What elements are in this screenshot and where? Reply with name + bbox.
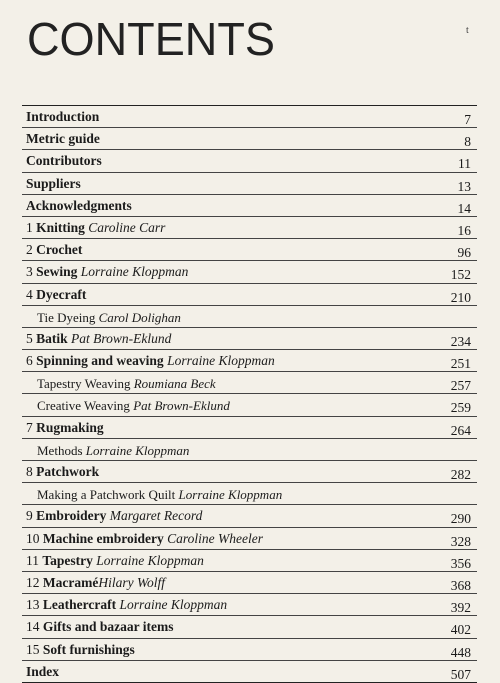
chapter-number: 10 — [26, 530, 40, 546]
toc-entry — [26, 109, 99, 125]
toc-row — [22, 615, 477, 637]
entry-author: Lorraine Kloppman — [96, 552, 204, 568]
chapter-number: 14 — [26, 619, 40, 635]
corner-mark: t — [466, 25, 469, 36]
toc-entry — [26, 331, 171, 347]
page-number: 264 — [450, 422, 471, 438]
page-number: 11 — [458, 156, 471, 172]
page-number: 368 — [450, 577, 471, 593]
entry-title: Suppliers — [26, 175, 81, 191]
entry-title: Index — [26, 663, 60, 679]
entry-title: Leathercraft — [42, 597, 117, 613]
entry-title: Metric guide — [26, 131, 100, 147]
page-number: 290 — [450, 511, 471, 527]
toc-entry — [37, 487, 282, 503]
toc-row — [22, 216, 477, 238]
entry-title: Soft furnishings — [42, 641, 135, 657]
toc-row — [22, 238, 477, 260]
entry-author: Lorraine Kloppman — [80, 264, 189, 280]
toc-row — [22, 660, 477, 683]
chapter-number: 6 — [26, 353, 33, 369]
toc-row — [22, 460, 477, 482]
page-number: 257 — [450, 378, 471, 394]
entry-title: Introduction — [26, 109, 100, 124]
entry-author: Lorraine Kloppman — [178, 487, 283, 503]
entry-title: Tapestry — [42, 552, 93, 568]
toc-entry — [26, 531, 263, 547]
toc-entry — [37, 310, 181, 326]
toc-entry — [26, 220, 165, 236]
toc-entry — [37, 398, 230, 414]
toc-row — [22, 527, 477, 549]
entry-title: Tie Dyeing — [37, 309, 96, 325]
page-number: 282 — [450, 467, 471, 482]
entry-title: Acknowledgments — [26, 197, 132, 213]
contents-table — [22, 105, 477, 683]
chapter-number: 12 — [26, 574, 40, 590]
toc-row — [22, 371, 477, 393]
entry-title: Machine embroidery — [42, 530, 164, 546]
entry-title: Making a Patchwork Quilt — [37, 487, 176, 503]
toc-entry — [26, 131, 100, 147]
page-number: 356 — [450, 555, 471, 571]
entry-title: Crochet — [36, 242, 83, 258]
toc-entry — [26, 597, 227, 613]
toc-row — [22, 105, 477, 127]
toc-row — [22, 349, 477, 371]
entry-title: Creative Weaving — [37, 398, 130, 414]
page-number: 507 — [450, 666, 471, 682]
entry-title: Contributors — [26, 153, 102, 169]
toc-row — [22, 482, 477, 504]
chapter-number: 3 — [26, 264, 33, 280]
page-number: 152 — [450, 267, 471, 283]
chapter-number: 1 — [26, 219, 33, 235]
entry-title: Dyecraft — [36, 286, 87, 302]
toc-row — [22, 194, 477, 216]
toc-entry — [26, 153, 102, 169]
toc-row — [22, 638, 477, 660]
entry-title: Embroidery — [36, 508, 107, 524]
toc-entry — [26, 287, 86, 303]
toc-entry — [26, 664, 59, 680]
entry-author: Pat Brown-Eklund — [133, 398, 230, 414]
toc-row — [22, 172, 477, 194]
entry-author: Carol Dolighan — [98, 309, 181, 325]
entry-author: Margaret Record — [109, 508, 203, 524]
toc-entry — [26, 176, 81, 192]
page-number: 392 — [450, 600, 471, 616]
toc-row — [22, 504, 477, 526]
toc-row — [22, 416, 477, 438]
toc-row — [22, 149, 477, 171]
chapter-number: 7 — [26, 419, 33, 435]
toc-row — [22, 438, 477, 460]
entry-author: Pat Brown-Eklund — [71, 330, 172, 346]
page-number: 8 — [464, 134, 471, 150]
entry-author: Caroline Carr — [88, 219, 166, 235]
toc-row — [22, 260, 477, 282]
page-number: 14 — [457, 200, 471, 216]
toc-row — [22, 571, 477, 593]
toc-row — [22, 549, 477, 571]
toc-entry — [26, 464, 99, 480]
entry-title: Rugmaking — [36, 419, 104, 435]
page-number: 448 — [450, 644, 471, 660]
entry-author: Caroline Wheeler — [167, 530, 263, 546]
toc-entry — [26, 198, 132, 214]
toc-row — [22, 127, 477, 149]
chapter-number: 8 — [26, 464, 33, 479]
page-number: 259 — [450, 400, 471, 416]
page-number: 402 — [450, 622, 471, 638]
entry-title: Spinning and weaving — [36, 353, 164, 369]
entry-title: Tapestry Weaving — [37, 376, 131, 392]
entry-title: Gifts and bazaar items — [42, 619, 174, 635]
page-number: 328 — [450, 533, 471, 549]
entry-author: Hilary Wolff — [98, 574, 165, 590]
toc-entry — [37, 443, 189, 459]
toc-entry — [26, 619, 174, 635]
page-title: CONTENTS — [27, 13, 275, 65]
toc-row — [22, 283, 477, 305]
chapter-number: 4 — [26, 286, 33, 302]
toc-entry — [26, 553, 204, 569]
toc-row — [22, 305, 477, 327]
toc-entry — [26, 508, 202, 524]
page-number: 96 — [457, 245, 471, 261]
toc-row — [22, 393, 477, 415]
entry-author: Lorraine Kloppman — [85, 442, 190, 458]
toc-entry — [26, 353, 275, 369]
chapter-number: 2 — [26, 242, 33, 258]
chapter-number: 13 — [26, 597, 40, 613]
chapter-number: 15 — [26, 641, 40, 657]
entry-author: Lorraine Kloppman — [167, 353, 275, 369]
page-number: 16 — [457, 222, 471, 238]
chapter-number: 9 — [26, 508, 33, 524]
toc-row — [22, 327, 477, 349]
page-number: 13 — [457, 178, 471, 194]
entry-author: Roumiana Beck — [133, 376, 216, 392]
toc-entry — [26, 242, 82, 258]
page-number: 210 — [450, 289, 471, 305]
page-number: 7 — [464, 112, 471, 127]
entry-title: Methods — [37, 442, 83, 458]
entry-title: Patchwork — [36, 464, 100, 479]
entry-author: Lorraine Kloppman — [119, 597, 228, 613]
page-number: 234 — [450, 333, 471, 349]
toc-entry — [37, 376, 216, 392]
entry-title: Batik — [36, 330, 68, 346]
entry-title: Macramé — [42, 574, 99, 590]
toc-entry — [26, 575, 165, 591]
toc-entry — [26, 420, 104, 436]
chapter-number: 11 — [26, 552, 39, 568]
chapter-number: 5 — [26, 330, 33, 346]
entry-title: Knitting — [36, 219, 85, 235]
page-number: 251 — [450, 356, 471, 372]
toc-row — [22, 593, 477, 615]
entry-title: Sewing — [36, 264, 78, 280]
toc-entry — [26, 264, 188, 280]
toc-entry — [26, 642, 135, 658]
